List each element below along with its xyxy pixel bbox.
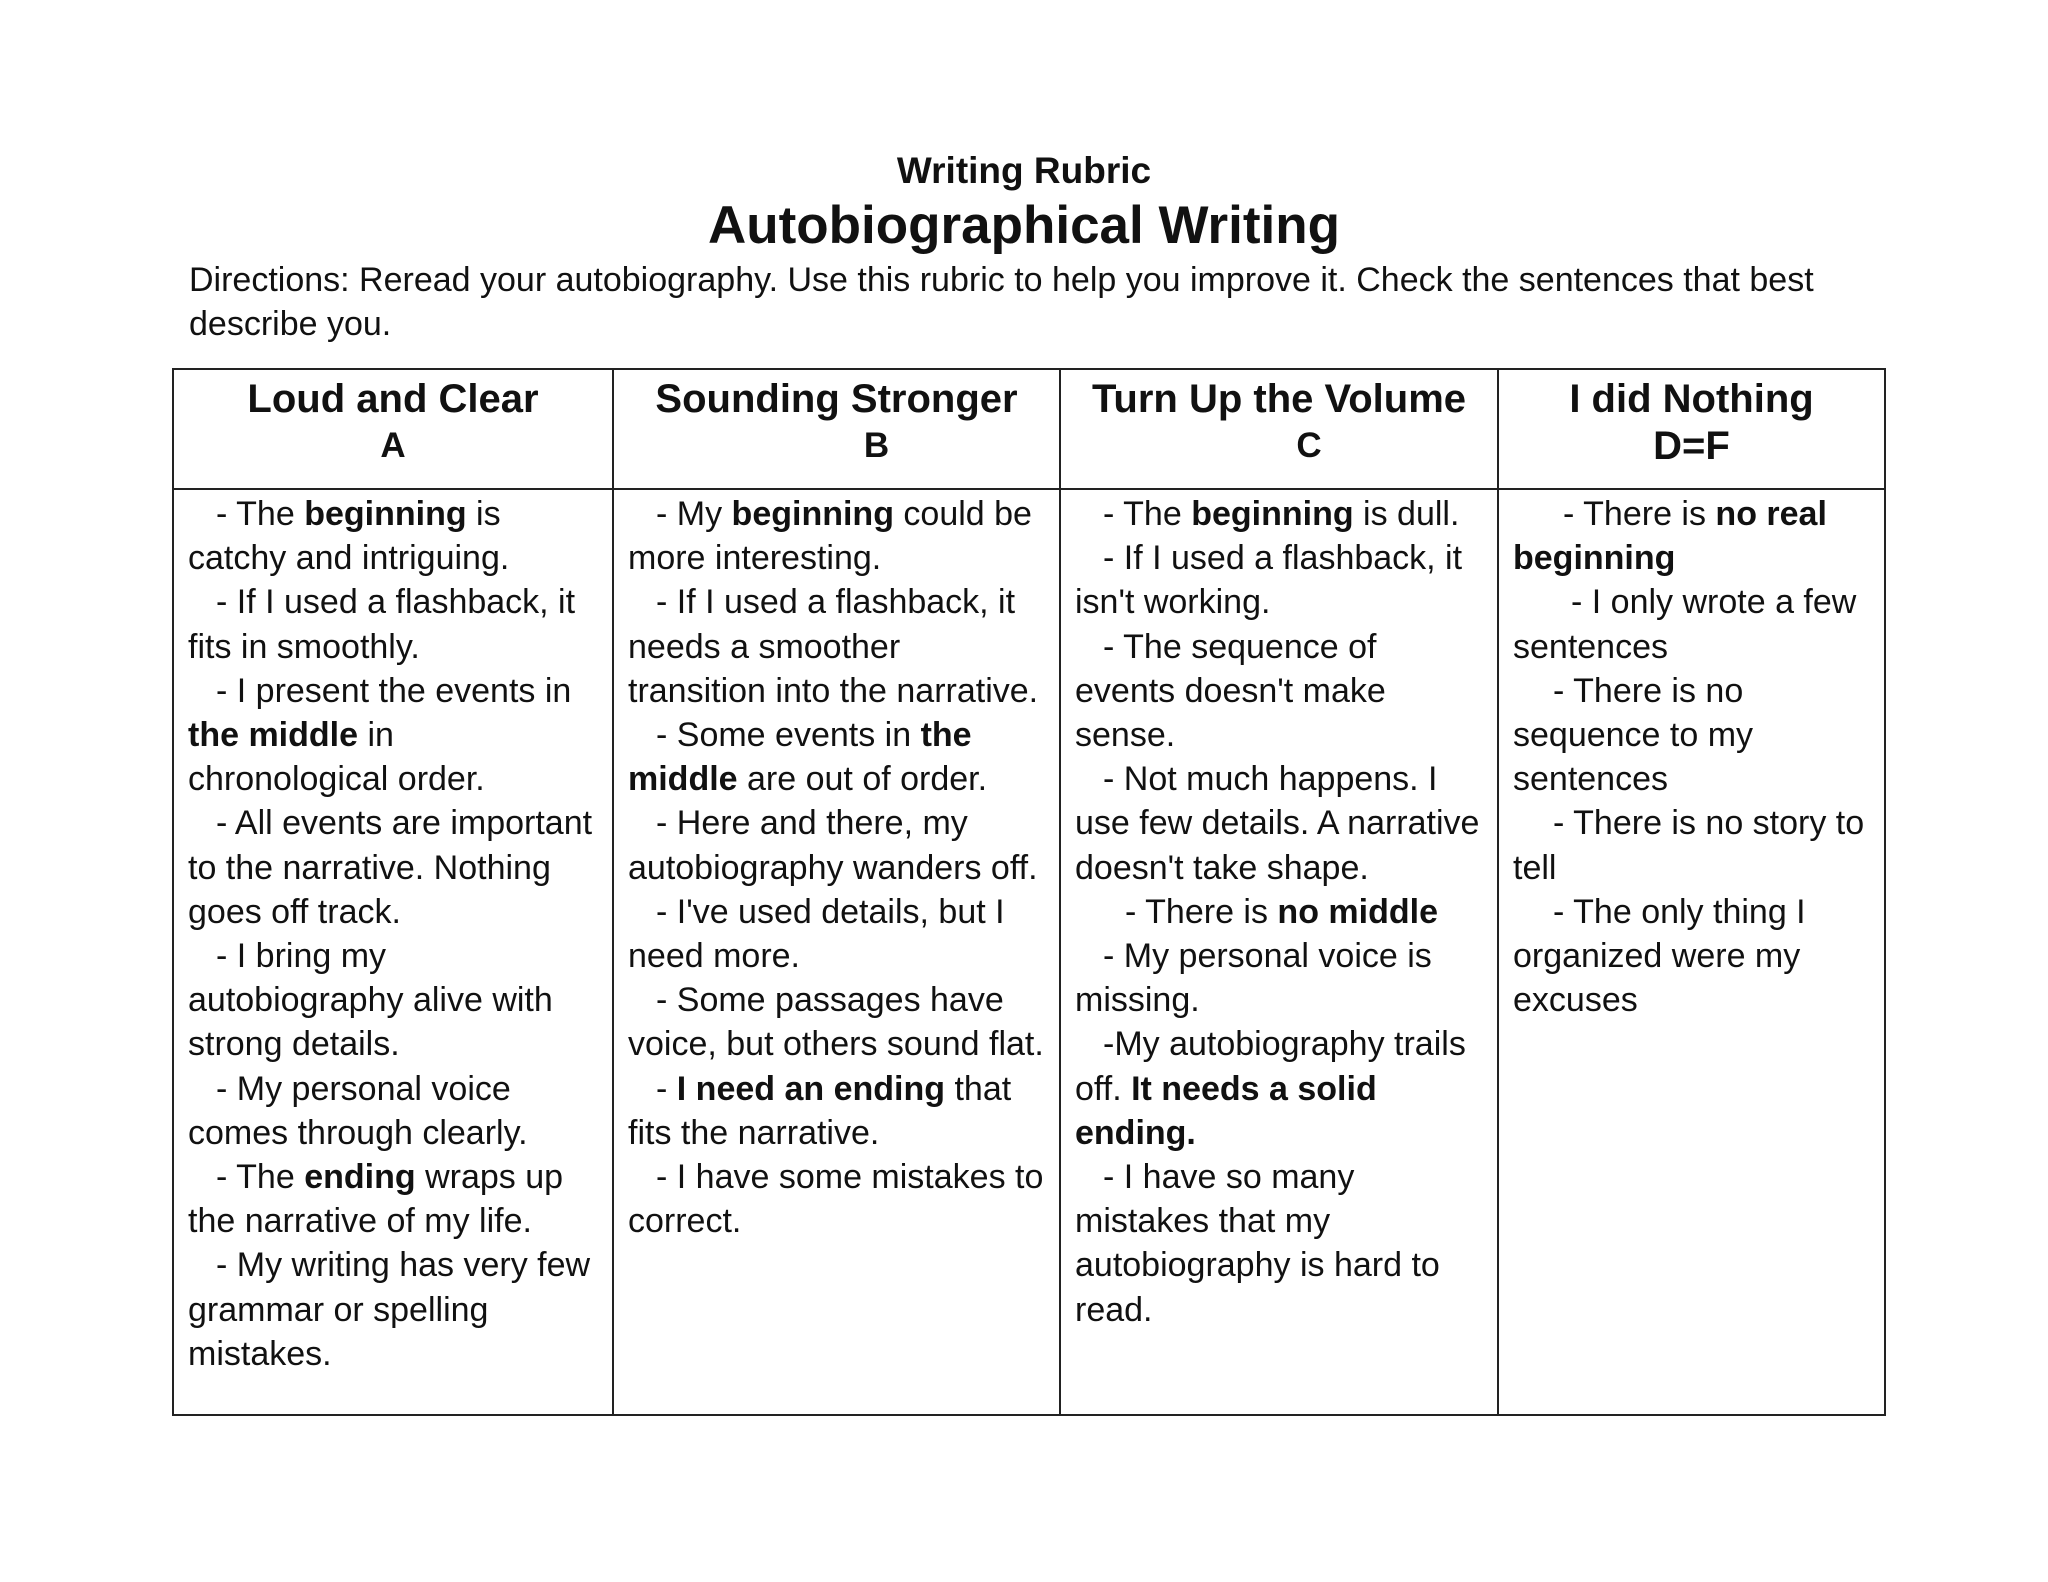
criterion-item xyxy=(188,669,600,802)
criterion-item xyxy=(1075,890,1485,934)
criterion-text: - Not much happens. I use few details. A narrative doesn't take shape. xyxy=(1075,760,1480,887)
column-header-c xyxy=(1060,369,1498,489)
criterion-text: - If I used a flashback, it needs a smoother transition into the narrative. xyxy=(628,583,1039,710)
criterion-item xyxy=(188,934,600,1067)
criterion-item xyxy=(1075,1155,1485,1332)
criterion-text: wraps up the narrative of my life. xyxy=(188,1158,564,1241)
criterion-emphasis: no middle xyxy=(1277,892,1438,931)
criterion-item xyxy=(188,1243,600,1376)
rubric-table xyxy=(172,368,1886,1416)
criterion-item xyxy=(628,801,1047,889)
criterion-text: - There is no sequence to my sentences xyxy=(1513,671,1754,799)
column-grade: D=F xyxy=(1653,424,1730,468)
rubric-header-row xyxy=(173,369,1885,489)
criterion-item xyxy=(1075,536,1485,624)
column-grade: B xyxy=(863,426,890,465)
column-name: Sounding Stronger xyxy=(655,377,1018,421)
criterion-item xyxy=(188,580,600,668)
criterion-item xyxy=(188,492,600,580)
criterion-text: - Some passages have voice, but others sound flat. xyxy=(628,981,1044,1064)
column-name: I did Nothing xyxy=(1569,377,1814,421)
criterion-text: - There is xyxy=(1563,495,1716,533)
criterion-item xyxy=(1075,757,1485,890)
criterion-item xyxy=(188,1155,600,1243)
criterion-item xyxy=(1075,1022,1485,1155)
criterion-text: - The sequence of events doesn't make sense. xyxy=(1075,627,1386,755)
criterion-text: - My xyxy=(656,495,732,533)
criterion-emphasis: ending xyxy=(304,1158,416,1197)
criterion-text: - xyxy=(656,1069,677,1108)
criterion-text: are out of order. xyxy=(737,760,988,799)
criterion-text: - I've used details, but I need more. xyxy=(628,892,1005,976)
criterion-item xyxy=(628,978,1047,1066)
criterion-text: - The xyxy=(216,495,305,533)
criterion-item xyxy=(188,1067,600,1155)
criterion-item xyxy=(188,801,600,934)
criterion-emphasis: beginning xyxy=(1191,495,1354,533)
criterion-text: - There is xyxy=(1125,892,1278,931)
criterion-emphasis: no real beginning xyxy=(1513,495,1827,578)
criterion-text: - My personal voice is missing. xyxy=(1075,937,1432,1020)
criterion-text: - My personal voice comes through clearly. xyxy=(188,1069,528,1152)
criterion-item xyxy=(1513,890,1872,1023)
criterion-text: - I have some mistakes to correct. xyxy=(628,1158,1044,1241)
criterion-text: is catchy and intriguing. xyxy=(188,495,510,578)
criterion-emphasis: the middle xyxy=(628,716,972,799)
criterion-emphasis: beginning xyxy=(304,495,467,533)
criterion-text: - If I used a flashback, it isn't working. xyxy=(1075,539,1463,622)
criterion-item xyxy=(628,1067,1047,1155)
criterion-emphasis: I need an ending xyxy=(676,1069,946,1108)
criterion-emphasis: beginning xyxy=(731,495,894,533)
criterion-item xyxy=(1513,580,1872,668)
criterion-text: is dull. xyxy=(1353,495,1460,533)
criterion-item xyxy=(1513,669,1872,802)
criterion-emphasis: the middle xyxy=(188,716,359,755)
criterion-text: - I have so many mistakes that my autobiography is hard to read. xyxy=(1075,1158,1440,1329)
criterion-text: - If I used a flashback, it fits in smoothly. xyxy=(188,583,576,666)
criterion-item xyxy=(628,492,1047,580)
criterion-text: - All events are important to the narrative. Nothing goes off track. xyxy=(188,804,593,931)
criterion-item xyxy=(1075,934,1485,1022)
criterion-text: - The xyxy=(216,1158,305,1197)
criterion-text: - Here and there, my autobiography wanders off. xyxy=(628,804,1038,887)
criterion-text: in chronological order. xyxy=(188,716,485,799)
criterion-item xyxy=(1513,801,1872,889)
criterion-text: could be more interesting. xyxy=(628,495,1032,578)
criteria-cell-d xyxy=(1498,489,1885,1415)
criterion-text: - The xyxy=(1103,495,1192,533)
criterion-text: - I present the events in xyxy=(216,671,572,710)
criterion-item xyxy=(628,890,1047,978)
rubric-title: Autobiographical Writing xyxy=(707,196,1341,255)
criterion-text: -My autobiography trails off. xyxy=(1075,1025,1466,1108)
column-grade: C xyxy=(1296,426,1322,465)
criterion-text: - I only wrote a few sentences xyxy=(1513,583,1857,666)
column-grade: A xyxy=(380,426,406,465)
criterion-text: - The only thing I organized were my excuses xyxy=(1513,892,1806,1020)
criterion-text: - There is no story to tell xyxy=(1513,804,1865,887)
column-name: Turn Up the Volume xyxy=(1091,377,1467,421)
criterion-item xyxy=(628,580,1047,713)
criterion-item xyxy=(628,713,1047,801)
criterion-text: - Some events in xyxy=(656,716,921,755)
criterion-item xyxy=(1075,625,1485,758)
criterion-item xyxy=(1075,492,1485,536)
criterion-item xyxy=(1513,492,1872,580)
criteria-cell-b xyxy=(613,489,1060,1415)
directions-text: Directions: Reread your autobiography. Use this rubric to help you improve it. Check the sentences that best describe you. xyxy=(189,261,1814,343)
criterion-item xyxy=(628,1155,1047,1243)
criterion-text: that fits the narrative. xyxy=(628,1069,1012,1152)
criterion-text: - My writing has very few grammar or spelling mistakes. xyxy=(188,1246,591,1373)
criterion-text: - I bring my autobiography alive with strong details. xyxy=(188,937,553,1064)
rubric-subtitle: Writing Rubric xyxy=(896,150,1152,191)
column-header-b xyxy=(613,369,1060,489)
criteria-cell-c xyxy=(1060,489,1498,1415)
column-header-a xyxy=(173,369,613,489)
criteria-cell-a xyxy=(173,489,613,1415)
criterion-emphasis: It needs a solid ending. xyxy=(1075,1069,1377,1152)
rubric-body-row xyxy=(173,489,1885,1415)
column-name: Loud and Clear xyxy=(247,377,539,421)
column-header-d xyxy=(1498,369,1885,489)
